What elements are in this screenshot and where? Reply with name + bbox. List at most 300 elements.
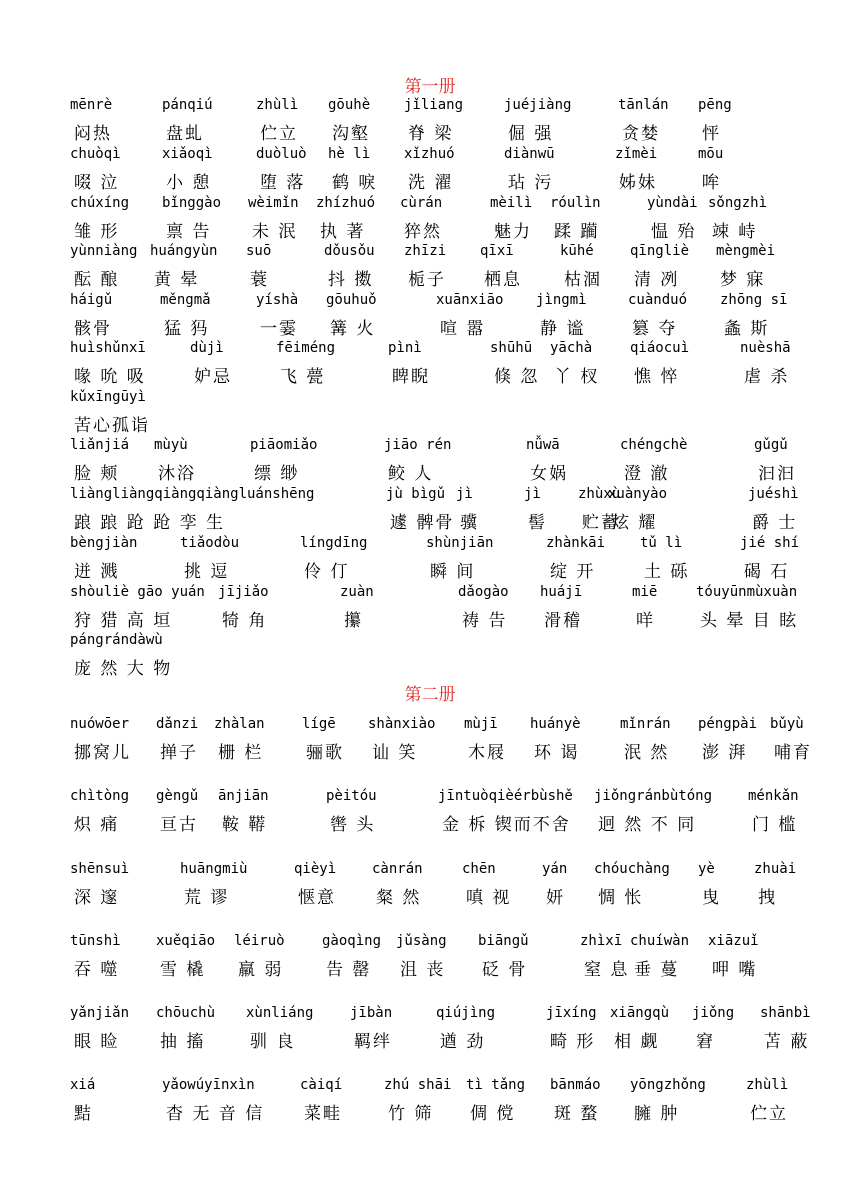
hanzi-row [70,508,800,533]
pinyin-row [70,861,800,883]
hanzi-word: 深 邃 [74,888,120,908]
pinyin-word: chēn [462,861,496,877]
hanzi-word: 砭 骨 [482,960,528,980]
pinyin-word: bèngjiàn [70,535,138,551]
hanzi-word: 哞 [702,173,721,193]
pinyin-word: jiǒng [692,1005,735,1021]
hanzi-word: 泯 然 [624,743,670,763]
pinyin-word: liàngliàngqiàngqiàngluánshēng [70,486,315,502]
hanzi-word: 呷 嘴 [712,960,758,980]
hanzi-word: 抽 搐 [160,1032,206,1052]
hanzi-word: 相 觑 [614,1032,660,1052]
hanzi-word: 丫 杈 [554,367,600,387]
hanzi-word: 骸骨 [74,319,112,339]
pinyin-word: yè [698,861,715,877]
pinyin-word: jǔsàng [396,933,447,949]
hanzi-word: 贮蓄 [582,513,620,533]
hanzi-word: 眼 睑 [74,1032,120,1052]
hanzi-word: 啜 泣 [74,173,120,193]
hanzi-word: 鹤 唳 [332,173,378,193]
pinyin-word: hè lì [328,146,371,162]
pinyin-word: pánqiú [162,97,213,113]
pinyin-row [70,486,800,508]
hanzi-word: 喙 吮 吸 [74,367,146,387]
hanzi-word: 妍 [546,888,565,908]
pinyin-word: tì tǎng [466,1077,526,1093]
pinyin-word: huájī [540,584,583,600]
hanzi-row [70,654,800,679]
hanzi-word: 竦 峙 [712,222,758,242]
hanzi-word: 缥 缈 [254,464,300,484]
pinyin-word: tiǎodòu [180,535,240,551]
hanzi-word: 杳 无 音 信 [166,1104,265,1124]
pinyin-row [70,933,800,955]
hanzi-word: 惆 怅 [598,888,644,908]
pinyin-word: jié shí [740,535,800,551]
pinyin-word: xǐzhuó [404,146,455,162]
pinyin-word: jiǒngránbùtóng [594,788,713,804]
hanzi-word: 拽 [758,888,777,908]
pinyin-word: zhùxù [578,486,621,502]
hanzi-word: 虐 杀 [744,367,790,387]
hanzi-word: 姊妹 [619,173,657,193]
hanzi-word: 鞍 鞯 [222,815,268,835]
hanzi-word: 喧 嚣 [440,319,486,339]
pinyin-word: zhú shāi [384,1077,452,1093]
hanzi-word: 枯涸 [564,270,602,290]
hanzi-word: 执 著 [320,222,366,242]
hanzi-word: 辔 头 [330,815,376,835]
hanzi-word: 垂 蔓 [634,960,680,980]
hanzi-word: 禀 告 [166,222,212,242]
hanzi-row [70,738,812,763]
hanzi-word: 荒 谬 [184,888,230,908]
hanzi-word: 炫 耀 [612,513,658,533]
pinyin-word: yǎowúyīnxìn [162,1077,255,1093]
pinyin-word: zhùlì [256,97,299,113]
hanzi-word: 迸 溅 [74,562,120,582]
hanzi-word: 澄 澈 [624,464,670,484]
hanzi-word: 女娲 [530,464,568,484]
pinyin-word: shòuliè gāo yuán [70,584,205,600]
hanzi-word: 倔 强 [508,124,554,144]
hanzi-word: 瞬 间 [430,562,476,582]
pinyin-word: cuànduó [628,292,688,308]
pinyin-word: wèimǐn [248,195,299,211]
pinyin-word: zhízhuó [316,195,376,211]
pinyin-word: yōngzhǒng [630,1077,706,1093]
hanzi-word: 犄 角 [222,611,268,631]
hanzi-word: 苫 蔽 [764,1032,810,1052]
pinyin-word: cànrán [372,861,423,877]
hanzi-row [70,459,800,484]
pinyin-word: zhàlan [214,716,265,732]
hanzi-word: 攥 [344,611,363,631]
pinyin-word: nǚwā [526,437,560,453]
pinyin-word: gǔgǔ [754,437,788,453]
hanzi-word: 栀子 [408,270,446,290]
pinyin-row [70,788,800,810]
hanzi-word: 沮 丧 [400,960,446,980]
pinyin-word: shēnsuì [70,861,130,877]
hanzi-row [70,810,800,835]
hanzi-row [70,411,800,436]
pinyin-word: shānbì [760,1005,811,1021]
pinyin-word: chéngchè [620,437,688,453]
hanzi-word: 哺育 [774,743,812,763]
hanzi-word: 狩 猎 高 垣 [74,611,173,631]
hanzi-word: 澎 湃 [702,743,748,763]
pinyin-word: léiruò [234,933,285,949]
pinyin-word: pángrándàwù [70,632,163,648]
pinyin-word: gàoqìng [322,933,382,949]
hanzi-word: 伫立 [260,124,298,144]
pinyin-word: xiǎoqì [162,146,213,162]
hanzi-word: 骥 [460,513,479,533]
pinyin-word: piāomiǎo [250,437,318,453]
pinyin-word: bānmáo [550,1077,601,1093]
pinyin-word: cùrán [400,195,443,211]
hanzi-word: 倜 傥 [470,1104,516,1124]
hanzi-word: 闷热 [74,124,112,144]
pinyin-word: jì [456,486,473,502]
hanzi-word: 亘古 [160,815,198,835]
hanzi-word: 木屐 [468,743,506,763]
pinyin-word: bǔyù [770,716,804,732]
pinyin-word: yùndài [647,195,698,211]
pinyin-word: tūnshì [70,933,121,949]
hanzi-word: 静 谧 [540,319,586,339]
pinyin-word: jìngmì [536,292,587,308]
hanzi-row [70,119,800,144]
hanzi-word: 告 罄 [326,960,372,980]
pinyin-word: dǎnzi [156,716,199,732]
hanzi-word: 清 冽 [634,270,680,290]
pinyin-row [70,1005,811,1027]
pinyin-word: péngpài [698,716,758,732]
hanzi-word: 羸 弱 [238,960,284,980]
pinyin-word: jǐliang [404,97,464,113]
pinyin-word: chōuchù [156,1005,216,1021]
hanzi-word: 窒 息 [584,960,630,980]
hanzi-word: 祷 告 [462,611,508,631]
pinyin-word: liǎnjiá [70,437,130,453]
hanzi-word: 讪 笑 [372,743,418,763]
pinyin-row [70,340,800,362]
pinyin-word: háigǔ [70,292,113,308]
pinyin-word: tānlán [618,97,669,113]
pinyin-word: mōu [698,146,724,162]
hanzi-word: 雪 橇 [160,960,206,980]
hanzi-word: 竹 筛 [388,1104,434,1124]
pinyin-word: xuěqiāo [156,933,216,949]
hanzi-word: 粲 然 [376,888,422,908]
pinyin-word: yāchà [550,340,593,356]
hanzi-word: 嗔 视 [466,888,512,908]
hanzi-word: 土 砾 [644,562,690,582]
pinyin-row [70,632,800,654]
hanzi-row [70,557,800,582]
pinyin-word: shūhū [490,340,533,356]
hanzi-word: 环 谒 [534,743,580,763]
pinyin-word: yán [542,861,568,877]
pinyin-word: ānjiān [218,788,269,804]
hanzi-word: 魅力 [494,222,532,242]
pinyin-word: xùnliáng [246,1005,314,1021]
pinyin-word: qiújìng [436,1005,496,1021]
pinyin-word: juéshì [748,486,799,502]
hanzi-word: 抖 擞 [328,270,374,290]
hanzi-word: 黠 [74,1104,93,1124]
pinyin-word: qīxī [480,243,514,259]
pinyin-word: xuānxiāo [436,292,504,308]
pinyin-word: róulìn [550,195,601,211]
hanzi-word: 畸 形 [550,1032,596,1052]
pinyin-word: shànxiào [368,716,436,732]
hanzi-word: 酝 酿 [74,270,120,290]
pinyin-word: huányè [530,716,581,732]
hanzi-row [70,955,800,980]
pinyin-word: zhìxī [580,933,623,949]
pinyin-row [70,292,800,314]
pinyin-word: duòluò [256,146,307,162]
pinyin-word: yǎnjiǎn [70,1005,130,1021]
pinyin-word: zhùlì [746,1077,789,1093]
pinyin-word: yùnniàng [70,243,138,259]
pinyin-word: chuòqì [70,146,121,162]
hanzi-word: 贪婪 [622,124,660,144]
pinyin-word: juéjiàng [504,97,572,113]
pinyin-word: chúxíng [70,195,130,211]
hanzi-word: 菜畦 [304,1104,342,1124]
pinyin-word: gèngǔ [156,788,199,804]
pinyin-word: jībàn [350,1005,393,1021]
hanzi-word: 遒 劲 [440,1032,486,1052]
pinyin-word: xuànyào [608,486,668,502]
hanzi-word: 爵 士 [752,513,798,533]
pinyin-word: pìnì [388,340,422,356]
pinyin-word: huángyùn [150,243,218,259]
hanzi-word: 掸子 [160,743,198,763]
hanzi-word: 惬意 [298,888,336,908]
hanzi-word: 髻 [528,513,547,533]
hanzi-word: 一霎 [260,319,298,339]
pinyin-word: shùnjiān [426,535,494,551]
pinyin-row [70,195,800,217]
pinyin-word: dǎogào [458,584,509,600]
pinyin-word: chuíwàn [630,933,690,949]
pinyin-word: miē [632,584,658,600]
pinyin-word: chóuchàng [594,861,670,877]
pinyin-word: gōuhuǒ [326,292,377,308]
hanzi-word: 咩 [636,611,655,631]
section-title: 第一册 [404,77,456,97]
pinyin-word: fēiméng [276,340,336,356]
hanzi-word: 栅 栏 [218,743,264,763]
pinyin-word: zhànkāi [546,535,606,551]
pinyin-row [70,584,800,606]
hanzi-word: 遽 髀骨 [390,513,455,533]
hanzi-word: 吞 噬 [74,960,120,980]
hanzi-word: 怦 [702,124,721,144]
pinyin-word: zhuài [754,861,797,877]
hanzi-word: 洗 濯 [408,173,454,193]
hanzi-row [70,883,800,908]
hanzi-word: 碣 石 [744,562,790,582]
hanzi-row [70,265,800,290]
pinyin-word: nuèshā [740,340,791,356]
hanzi-word: 头 晕 目 眩 [700,611,799,631]
hanzi-word: 沟壑 [332,124,370,144]
hanzi-word: 鲛 人 [388,464,434,484]
pinyin-word: qiáocuì [630,340,690,356]
hanzi-word: 栖息 [484,270,522,290]
pinyin-word: bǐnggào [162,195,222,211]
hanzi-word: 倏 忽 [494,367,540,387]
hanzi-word: 斑 蝥 [554,1104,600,1124]
pinyin-row [70,535,800,557]
hanzi-word: 飞 甍 [280,367,326,387]
pinyin-word: xiāngqù [610,1005,670,1021]
pinyin-word: měngmǎ [160,292,211,308]
hanzi-word: 妒忌 [194,367,232,387]
hanzi-word: 挑 逗 [184,562,230,582]
pinyin-word: diànwū [504,146,555,162]
pinyin-word: ménkǎn [748,788,799,804]
hanzi-word: 羁绊 [354,1032,392,1052]
pinyin-word: kǔxīngūyì [70,389,146,405]
pinyin-word: pēng [698,97,732,113]
hanzi-row [70,606,800,631]
hanzi-word: 迥 然 不 同 [598,815,697,835]
hanzi-word: 炽 痛 [74,815,120,835]
pinyin-word: càiqí [300,1077,343,1093]
pinyin-row [70,389,800,411]
pinyin-word: gōuhè [328,97,371,113]
pinyin-row [70,146,800,168]
pinyin-word: suō [246,243,272,259]
hanzi-word: 曳 [702,888,721,908]
hanzi-word: 愠 殆 [651,222,697,242]
pinyin-word: zuàn [340,584,374,600]
pinyin-word: tóuyūnmùxuàn [696,584,798,600]
pinyin-word: qièyì [294,861,337,877]
hanzi-word: 臃 肿 [634,1104,680,1124]
pinyin-word: jījiǎo [218,584,269,600]
hanzi-word: 猛 犸 [164,319,210,339]
hanzi-word: 篡 夺 [632,319,678,339]
pinyin-word: mǐnrán [620,716,671,732]
hanzi-word: 沐浴 [158,464,196,484]
hanzi-word: 憔 悴 [634,367,680,387]
pinyin-word: mèngmèi [716,243,776,259]
pinyin-word: língdīng [300,535,368,551]
pinyin-row [70,97,800,119]
pinyin-row [70,716,804,738]
pinyin-word: zǐmèi [615,146,658,162]
hanzi-word: 踉 踉 跄 跄 孪 生 [74,513,226,533]
hanzi-word: 堕 落 [260,173,306,193]
pinyin-word: jīxíng [546,1005,597,1021]
hanzi-word: 猝然 [404,222,442,242]
hanzi-word: 绽 开 [550,562,596,582]
hanzi-row [70,1099,800,1124]
pinyin-word: zhōng sī [720,292,788,308]
pinyin-word: kūhé [560,243,594,259]
hanzi-word: 蹂 躏 [554,222,600,242]
hanzi-word: 伶 仃 [304,562,350,582]
hanzi-word: 玷 污 [508,173,554,193]
hanzi-word: 盘虬 [166,124,204,144]
hanzi-word: 门 槛 [752,815,798,835]
pinyin-word: lígē [302,716,336,732]
pinyin-word: zhīzi [404,243,447,259]
pinyin-word: jì [524,486,541,502]
hanzi-word: 未 泯 [252,222,298,242]
pinyin-row [70,437,800,459]
pinyin-word: chìtòng [70,788,130,804]
pinyin-word: mùjī [464,716,498,732]
hanzi-word: 庞 然 大 物 [74,659,173,679]
section-title: 第二册 [404,685,456,705]
pinyin-row [70,1077,800,1099]
hanzi-word: 睥睨 [392,367,430,387]
pinyin-row [70,243,800,265]
hanzi-word: 蓑 [250,270,269,290]
hanzi-word: 螽 斯 [724,319,770,339]
hanzi-row [70,168,800,193]
hanzi-word: 驯 良 [250,1032,296,1052]
pinyin-word: huāngmiù [180,861,248,877]
hanzi-word: 挪窝儿 [74,743,131,763]
pinyin-word: xiāzuǐ [708,933,759,949]
hanzi-row [70,217,800,242]
pinyin-word: pèitóu [326,788,377,804]
hanzi-word: 脸 颊 [74,464,120,484]
hanzi-word: 骊歌 [306,743,344,763]
pinyin-word: jiāo rén [384,437,452,453]
pinyin-word: qīngliè [630,243,690,259]
hanzi-word: 篝 火 [330,319,376,339]
pinyin-word: dǒusǒu [324,243,375,259]
hanzi-word: 伫立 [750,1104,788,1124]
pinyin-word: biāngǔ [478,933,529,949]
pinyin-word: mùyù [154,437,188,453]
pinyin-word: dùjì [190,340,224,356]
pinyin-word: nuówōer [70,716,130,732]
pinyin-word: mèilì [490,195,533,211]
hanzi-word: 汩汩 [758,464,796,484]
hanzi-word: 窘 [696,1032,715,1052]
hanzi-row [70,362,800,387]
hanzi-word: 黄 晕 [154,270,200,290]
hanzi-row [70,1027,810,1052]
hanzi-word: 苦心孤诣 [74,416,150,436]
pinyin-word: mēnrè [70,97,113,113]
hanzi-word: 脊 梁 [408,124,454,144]
pinyin-word: huìshǔnxī [70,340,146,356]
hanzi-word: 滑稽 [544,611,582,631]
hanzi-word: 梦 寐 [720,270,766,290]
hanzi-word: 小 憩 [166,173,212,193]
pinyin-word: sǒngzhì [708,195,768,211]
hanzi-word: 雏 形 [74,222,120,242]
pinyin-word: jīntuòqièérbùshě [438,788,573,804]
pinyin-word: tǔ lì [640,535,683,551]
pinyin-word: yíshà [256,292,299,308]
pinyin-word: jù bìgǔ [386,486,446,502]
pinyin-word: xiá [70,1077,96,1093]
